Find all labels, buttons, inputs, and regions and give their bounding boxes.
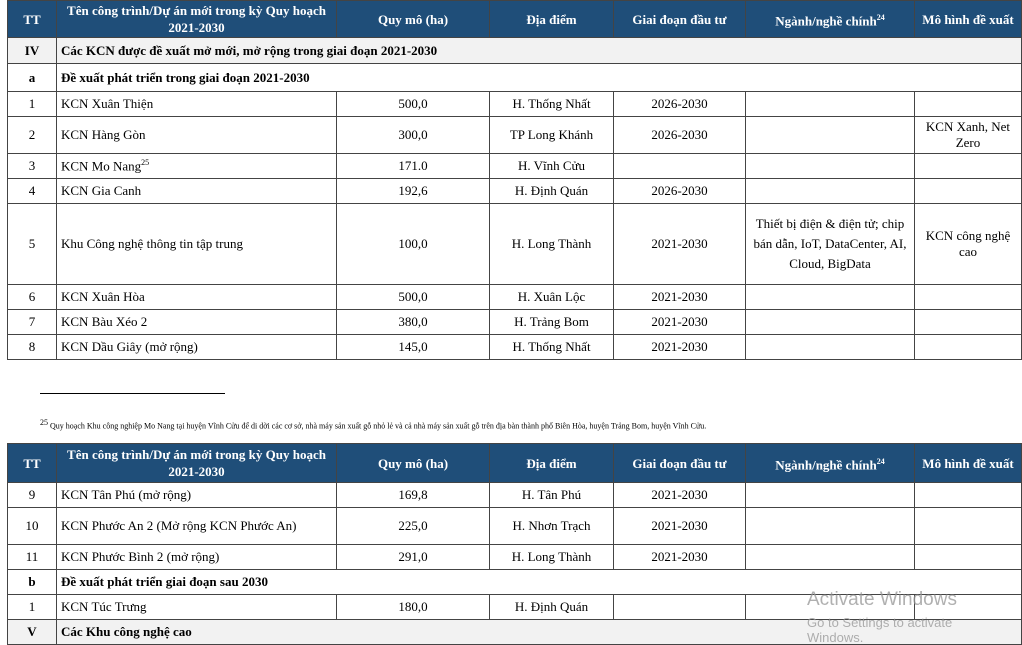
- cell-tt: 7: [8, 310, 57, 335]
- cell-scale: 291,0: [337, 545, 490, 570]
- cell-location: H. Long Thành: [490, 204, 614, 285]
- cell-location: H. Thống Nhất: [490, 335, 614, 360]
- table-row: [8, 508, 1022, 545]
- subsection-row: [8, 64, 1022, 92]
- cell-model: [915, 285, 1022, 310]
- cell-model: [915, 310, 1022, 335]
- cell-industry: [746, 508, 915, 545]
- cell-tt: 2: [8, 117, 57, 154]
- cell-phase: 2026-2030: [614, 179, 746, 204]
- cell-location: H. Trảng Bom: [490, 310, 614, 335]
- cell-scale: 169,8: [337, 483, 490, 508]
- table-row: [8, 285, 1022, 310]
- section-tt: IV: [8, 38, 57, 64]
- cell-industry: [746, 117, 915, 154]
- header-location: Địa điểm: [490, 1, 614, 38]
- cell-location: H. Xuân Lộc: [490, 285, 614, 310]
- activate-windows-hint: Go to Settings to activate Windows.: [807, 615, 953, 645]
- subsection-title: Đề xuất phát triển giai đoạn sau 2030: [57, 570, 1022, 595]
- cell-model: KCN công nghệ cao: [915, 204, 1022, 285]
- cell-phase: 2021-2030: [614, 204, 746, 285]
- cell-phase: 2021-2030: [614, 335, 746, 360]
- header-industry: Ngành/nghề chính$^{24}$: [746, 1, 915, 38]
- cell-location: TP Long Khánh: [490, 117, 614, 154]
- header-tt: TT: [8, 444, 57, 483]
- table-row: [8, 92, 1022, 117]
- cell-scale: 500,0: [337, 285, 490, 310]
- cell-industry: [746, 483, 915, 508]
- cell-scale: 300,0: [337, 117, 490, 154]
- cell-scale: 100,0: [337, 204, 490, 285]
- industrial-zone-table-part1: [7, 0, 1022, 360]
- cell-industry: [746, 545, 915, 570]
- table-row: [8, 310, 1022, 335]
- section-title: Các KCN được đề xuất mở mới, mở rộng trong giai đoạn 2021-2030: [57, 38, 1022, 64]
- section-tt: V: [8, 620, 57, 645]
- subsection-title: Đề xuất phát triển trong giai đoạn 2021-2030: [57, 64, 1022, 92]
- cell-location: H. Định Quán: [490, 595, 614, 620]
- section-row: [8, 38, 1022, 64]
- cell-tt: 1: [8, 595, 57, 620]
- header-tt: TT: [8, 1, 57, 38]
- cell-industry: [746, 179, 915, 204]
- cell-name: KCN Xuân Thiện: [57, 92, 337, 117]
- cell-location: H. Long Thành: [490, 545, 614, 570]
- footnote: $^{25}$ Quy hoạch Khu công nghiệp Mo Nang tại huyện Vĩnh Cửu để di dời các cơ sở, nhà máy sản xuất gỗ nhỏ lẻ và cả nhà máy sản xuất gỗ trên địa bàn thành phố Biên Hòa, huyện Trảng Bom, huyện Vĩnh Cửu.: [40, 418, 707, 431]
- header-location: Địa điểm: [490, 444, 614, 483]
- cell-phase: 2021-2030: [614, 285, 746, 310]
- table-row: [8, 154, 1022, 179]
- table-row: [8, 204, 1022, 285]
- cell-scale: 180,0: [337, 595, 490, 620]
- table-header-row: [8, 1, 1022, 38]
- cell-name: KCN Phước Bình 2 (mở rộng): [57, 545, 337, 570]
- activate-windows-watermark: Activate Windows: [807, 589, 957, 610]
- cell-phase: 2021-2030: [614, 310, 746, 335]
- cell-model: [915, 154, 1022, 179]
- footnote-text: Quy hoạch Khu công nghiệp Mo Nang tại huyện Vĩnh Cửu để di dời các cơ sở, nhà máy sản xuất gỗ nhỏ lẻ và cả nhà máy sản xuất gỗ trên địa bàn thành phố Biên Hòa, huyện Trảng Bom, huyện Vĩnh Cửu.: [50, 421, 707, 431]
- cell-location: H. Tân Phú: [490, 483, 614, 508]
- cell-tt: 1: [8, 92, 57, 117]
- cell-model: [915, 508, 1022, 545]
- cell-tt: 11: [8, 545, 57, 570]
- cell-scale: 380,0: [337, 310, 490, 335]
- header-name: Tên công trình/Dự án mới trong kỳ Quy hoạch 2021-2030: [57, 1, 337, 38]
- cell-phase: 2021-2030: [614, 545, 746, 570]
- cell-model: [915, 545, 1022, 570]
- header-phase: Giai đoạn đầu tư: [614, 1, 746, 38]
- cell-tt: 3: [8, 154, 57, 179]
- cell-model: KCN Xanh, Net Zero: [915, 117, 1022, 154]
- cell-name: KCN Mo Nang$^{25}$: [57, 154, 337, 179]
- cell-scale: 192,6: [337, 179, 490, 204]
- table-row: [8, 545, 1022, 570]
- cell-industry: [746, 285, 915, 310]
- cell-name: KCN Gia Canh: [57, 179, 337, 204]
- cell-model: [915, 335, 1022, 360]
- cell-industry: Thiết bị điện & điện tử; chip bán dẫn, IoT, DataCenter, AI, Cloud, BigData: [746, 204, 915, 285]
- header-scale: Quy mô (ha): [337, 444, 490, 483]
- section-title: Các Khu công nghệ cao: [57, 620, 1022, 645]
- cell-tt: 6: [8, 285, 57, 310]
- cell-scale: 225,0: [337, 508, 490, 545]
- header-model: Mô hình đề xuất: [915, 1, 1022, 38]
- cell-phase: [614, 595, 746, 620]
- cell-phase: 2026-2030: [614, 92, 746, 117]
- cell-tt: 4: [8, 179, 57, 204]
- header-industry: Ngành/nghề chính$^{24}$: [746, 444, 915, 483]
- table-row: [8, 335, 1022, 360]
- cell-tt: 10: [8, 508, 57, 545]
- cell-model: [915, 179, 1022, 204]
- cell-name: KCN Hàng Gòn: [57, 117, 337, 154]
- header-name: Tên công trình/Dự án mới trong kỳ Quy hoạch 2021-2030: [57, 444, 337, 483]
- cell-location: H. Thống Nhất: [490, 92, 614, 117]
- cell-name: Khu Công nghệ thông tin tập trung: [57, 204, 337, 285]
- footnote-ref: 25: [141, 157, 150, 167]
- footnote-ref: 24: [876, 12, 885, 22]
- cell-name: KCN Phước An 2 (Mở rộng KCN Phước An): [57, 508, 337, 545]
- cell-name: KCN Tân Phú (mở rộng): [57, 483, 337, 508]
- cell-tt: 5: [8, 204, 57, 285]
- cell-tt: 9: [8, 483, 57, 508]
- table-header-row: [8, 444, 1022, 483]
- cell-industry: [746, 310, 915, 335]
- cell-phase: 2026-2030: [614, 117, 746, 154]
- cell-industry: [746, 92, 915, 117]
- cell-name: KCN Xuân Hòa: [57, 285, 337, 310]
- header-phase: Giai đoạn đầu tư: [614, 444, 746, 483]
- cell-location: H. Nhơn Trạch: [490, 508, 614, 545]
- cell-name: KCN Bàu Xéo 2: [57, 310, 337, 335]
- cell-location: H. Vĩnh Cửu: [490, 154, 614, 179]
- cell-phase: 2021-2030: [614, 508, 746, 545]
- header-model: Mô hình đề xuất: [915, 444, 1022, 483]
- subsection-tt: b: [8, 570, 57, 595]
- cell-industry: [746, 154, 915, 179]
- table-row: [8, 179, 1022, 204]
- cell-phase: 2021-2030: [614, 483, 746, 508]
- footnote-divider: [40, 393, 225, 394]
- subsection-tt: a: [8, 64, 57, 92]
- cell-scale: 145,0: [337, 335, 490, 360]
- cell-model: [915, 483, 1022, 508]
- cell-scale: 500,0: [337, 92, 490, 117]
- table-row: [8, 117, 1022, 154]
- table-row: [8, 483, 1022, 508]
- cell-name: KCN Dầu Giây (mở rộng): [57, 335, 337, 360]
- footnote-ref: 24: [876, 456, 885, 466]
- header-scale: Quy mô (ha): [337, 1, 490, 38]
- cell-tt: 8: [8, 335, 57, 360]
- cell-model: [915, 92, 1022, 117]
- cell-phase: [614, 154, 746, 179]
- cell-location: H. Định Quán: [490, 179, 614, 204]
- cell-name: KCN Túc Trưng: [57, 595, 337, 620]
- cell-industry: [746, 335, 915, 360]
- cell-scale: 171.0: [337, 154, 490, 179]
